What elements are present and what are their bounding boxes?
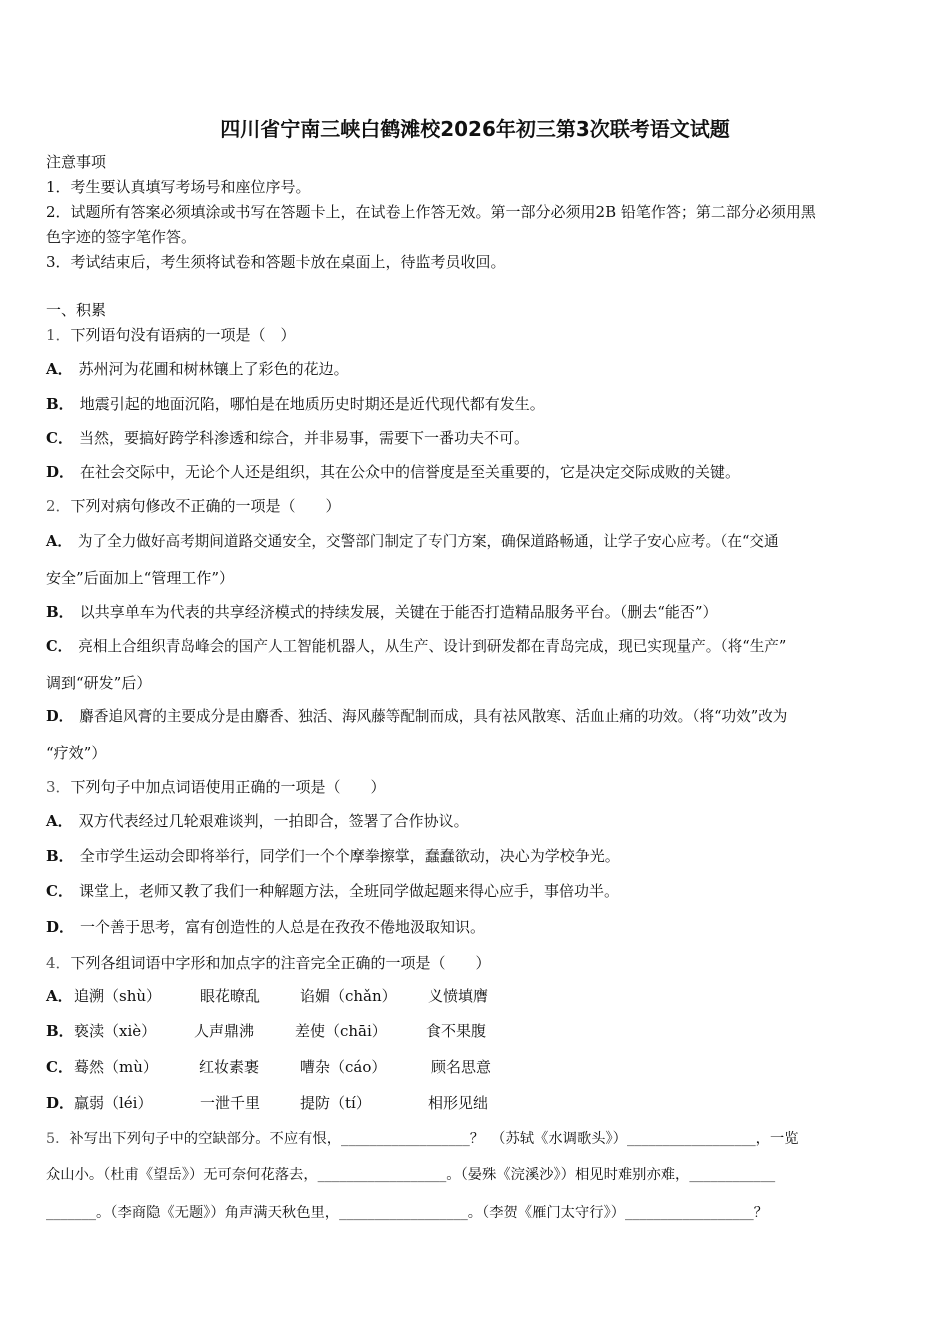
word-cell: 差使（chāi） bbox=[295, 1022, 387, 1040]
word-cell: 食不果腹 bbox=[426, 1022, 487, 1040]
question-number: 3． bbox=[46, 778, 71, 796]
q4-row-b bbox=[46, 1021, 906, 1043]
option-text: 苏州河为花圃和树林镶上了彩色的花边。 bbox=[78, 360, 349, 378]
q2-option-a bbox=[46, 532, 779, 552]
notice-heading: 注意事项 bbox=[46, 153, 107, 171]
option-label: B． bbox=[46, 1022, 74, 1040]
option-label: B． bbox=[46, 395, 74, 413]
word-cell: 人声鼎沸 bbox=[194, 1022, 255, 1040]
option-text: 一个善于思考，富有创造性的人总是在孜孜不倦地汲取知识。 bbox=[80, 918, 486, 936]
q2-option-d-cont: “疗效”） bbox=[46, 744, 107, 762]
q1-option-d bbox=[46, 462, 740, 482]
q2-option-d bbox=[46, 707, 787, 727]
word-cell: 谄媚（chǎn） bbox=[300, 987, 397, 1005]
word-cell: 义愤填膺 bbox=[428, 987, 489, 1005]
word-cell: 顾名思意 bbox=[431, 1058, 492, 1076]
option-label: C． bbox=[46, 429, 73, 447]
option-label: A． bbox=[46, 360, 73, 378]
q3-option-c bbox=[46, 881, 619, 901]
word-cell: 羸弱（léi） bbox=[74, 1094, 153, 1112]
question-line: 补写出下列句子中的空缺部分。不应有恨，__________________？ （苏轼《水调歌头》）__________________，一览 bbox=[69, 1131, 799, 1147]
option-label: C． bbox=[46, 882, 73, 900]
option-text: 全市学生运动会即将举行，同学们一个个摩拳擦掌，蠢蠢欲动，决心为学校争光。 bbox=[79, 847, 620, 865]
option-text: 麝香追风膏的主要成分是由麝香、独活、海风藤等配制而成，具有祛风散寒、活血止痛的功效。（将“功效”改为 bbox=[79, 708, 788, 725]
q5-line-3: _______。（李商隐《无题》）角声满天秋色里，__________________。（李贺《雁门太守行》）__________________？ bbox=[46, 1205, 768, 1221]
question-number: 1． bbox=[46, 326, 71, 344]
question-4 bbox=[46, 953, 491, 973]
question-number: 2． bbox=[46, 497, 71, 515]
q3-option-a bbox=[46, 811, 469, 831]
option-text: 在社会交际中，无论个人还是组织，其在公众中的信誉度是至关重要的，它是决定交际成败的关键。 bbox=[80, 463, 741, 481]
q2-option-a-cont: 安全”后面加上“管理工作”） bbox=[46, 569, 235, 587]
notice-item-1: 1．考生要认真填写考场号和座位序号。 bbox=[46, 178, 311, 196]
section-heading: 一、积累 bbox=[46, 301, 107, 319]
q2-option-c-cont: 调到“研发”后） bbox=[46, 674, 152, 692]
q2-option-b bbox=[46, 602, 718, 622]
word-cell: 蓦然（mù） bbox=[74, 1058, 158, 1076]
word-cell: 追溯（shù） bbox=[74, 987, 162, 1005]
question-number: 4． bbox=[46, 954, 71, 972]
page-title: 四川省宁南三峡白鹤滩校2026年初三第3次联考语文试题 bbox=[220, 117, 730, 141]
q1-option-a bbox=[46, 359, 349, 379]
option-label: D． bbox=[46, 463, 75, 481]
q3-option-d bbox=[46, 917, 485, 937]
option-text: 亮相上合组织青岛峰会的国产人工智能机器人，从生产、设计到研发都在青岛完成，现已实现量产。（将“生产” bbox=[78, 638, 787, 655]
word-cell: 嘈杂（cáo） bbox=[300, 1058, 387, 1076]
question-number: 5． bbox=[46, 1131, 70, 1147]
q3-option-b bbox=[46, 846, 620, 866]
word-cell: 一泄千里 bbox=[200, 1094, 261, 1112]
option-text: 地震引起的地面沉陷，哪怕是在地质历史时期还是近代现代都有发生。 bbox=[79, 395, 545, 413]
option-label: D． bbox=[46, 918, 75, 936]
option-label: A． bbox=[46, 987, 73, 1005]
option-label: B． bbox=[46, 847, 74, 865]
option-text: 以共享单车为代表的共享经济模式的持续发展，关键在于能否打造精品服务平台。（删去“能否”） bbox=[79, 603, 718, 621]
q1-option-c bbox=[46, 428, 529, 448]
option-text: 双方代表经过几轮艰难谈判，一拍即合，签署了合作协议。 bbox=[78, 812, 469, 830]
notice-item-2: 2．试题所有答案必须填涂或书写在答题卡上，在试卷上作答无效。第一部分必须用2B 铅笔作答；第二部分必须用黑 bbox=[46, 203, 816, 221]
question-3 bbox=[46, 777, 386, 797]
option-text: 当然，要搞好跨学科渗透和综合，并非易事，需要下一番功夫不可。 bbox=[78, 429, 529, 447]
option-label: C． bbox=[46, 1058, 73, 1076]
option-label: A． bbox=[46, 812, 73, 830]
q5-line-2: 众山小。（杜甫《望岳》）无可奈何花落去，__________________。（晏殊《浣溪沙》）相见时难别亦难，____________ bbox=[46, 1167, 776, 1183]
option-label: B． bbox=[46, 603, 74, 621]
question-5 bbox=[46, 1129, 799, 1149]
q4-row-d bbox=[46, 1093, 906, 1115]
question-stem: 下列句子中加点词语使用正确的一项是（ ） bbox=[70, 778, 386, 796]
option-text: 课堂上，老师又教了我们一种解题方法，全班同学做起题来得心应手，事倍功半。 bbox=[78, 882, 619, 900]
option-label: A． bbox=[46, 533, 72, 550]
notice-item-3: 3．考试结束后，考生须将试卷和答题卡放在桌面上，待监考员收回。 bbox=[46, 253, 506, 271]
question-stem: 下列对病句修改不正确的一项是（ ） bbox=[70, 497, 341, 515]
q4-row-a bbox=[46, 986, 906, 1008]
q1-option-b bbox=[46, 394, 545, 414]
word-cell: 眼花暸乱 bbox=[200, 987, 261, 1005]
q2-option-c bbox=[46, 637, 786, 657]
q4-row-c bbox=[46, 1057, 906, 1079]
option-label: D． bbox=[46, 1094, 75, 1112]
option-text: 为了全力做好高考期间道路交通安全，交警部门制定了专门方案，确保道路畅通，让学子安心应考。（在“交通 bbox=[77, 533, 779, 550]
question-stem: 下列各组词语中字形和加点字的注音完全正确的一项是（ ） bbox=[70, 954, 491, 972]
word-cell: 相形见绌 bbox=[428, 1094, 489, 1112]
question-stem: 下列语句没有语病的一项是（ ） bbox=[70, 326, 296, 344]
question-1 bbox=[46, 325, 296, 345]
word-cell: 红妆素裹 bbox=[199, 1058, 260, 1076]
question-2 bbox=[46, 496, 341, 516]
option-label: C． bbox=[46, 638, 73, 655]
word-cell: 提防（tí） bbox=[300, 1094, 371, 1112]
word-cell: 亵渎（xiè） bbox=[74, 1022, 157, 1040]
option-label: D． bbox=[46, 708, 74, 725]
notice-item-2-cont: 色字迹的签字笔作答。 bbox=[46, 228, 197, 246]
